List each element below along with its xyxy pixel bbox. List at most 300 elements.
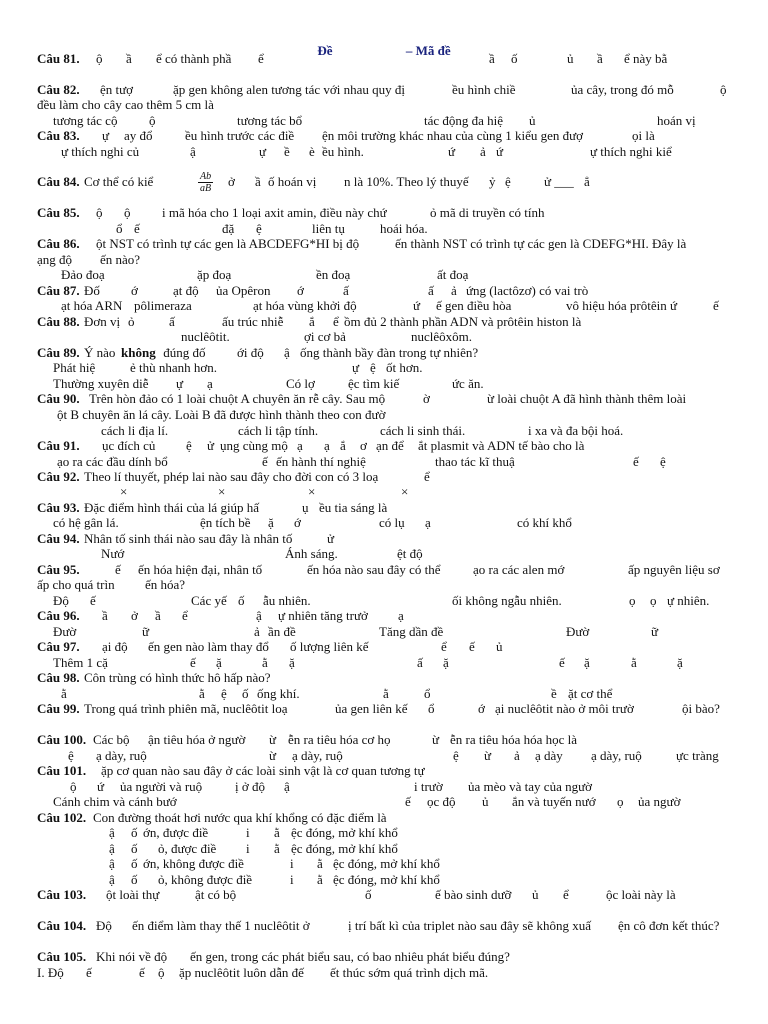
text-fragment: ề [551, 686, 557, 701]
text-fragment: ế [115, 562, 121, 577]
text-fragment: ến điểm làm thay thế 1 nuclêôtit ở [132, 918, 310, 933]
text-fragment: Đố [84, 283, 100, 298]
text-fragment: ậ [109, 872, 115, 887]
text-fragment: Cánh chim và cánh bướ [53, 794, 177, 809]
text-fragment: i [290, 856, 294, 871]
text-fragment: ạt hóa ARN [61, 298, 123, 313]
text-fragment: ừ [432, 732, 440, 747]
text-fragment: Phát hiệ [53, 360, 96, 375]
text-fragment: cách li sinh thái. [380, 423, 466, 438]
text-fragment: ệ [453, 748, 459, 763]
text-line [0, 810, 768, 826]
text-fragment: Theo lí thuyết, phép lai nào sau đây cho đời con có 3 loạ [84, 469, 379, 484]
text-fragment: ự [176, 376, 184, 391]
text-fragment: ệ [370, 360, 376, 375]
text-fragment: ều hình trước các điề [185, 128, 295, 143]
text-fragment: ố [131, 856, 138, 871]
text-fragment: hoái hóa. [380, 221, 428, 236]
text-fragment: ặ [677, 655, 683, 670]
text-fragment: ống khí. [257, 686, 300, 701]
text-fragment: ớ [297, 283, 304, 298]
question-label: Câu 104. [37, 918, 87, 933]
text-line [0, 500, 768, 516]
header-exam-code: – Mã đề [405, 43, 451, 58]
text-fragment: ọi là [632, 128, 655, 143]
text-fragment: ủ [532, 887, 539, 902]
text-fragment: i trườ [414, 779, 443, 794]
text-fragment: ỷ [489, 174, 496, 189]
text-fragment: ặp nuclêôtit luôn dẫn đế [179, 965, 304, 980]
text-fragment: ều hình chiề [452, 82, 516, 97]
text-fragment: ến hóa hiện đại, nhân tố [138, 562, 263, 577]
text-line [0, 624, 768, 640]
text-fragment: ể [182, 608, 188, 623]
text-fragment: ầ [126, 51, 132, 66]
text-fragment: ừ [269, 748, 277, 763]
text-fragment: ử [207, 438, 215, 453]
text-fragment: ứ [413, 298, 421, 313]
text-fragment: tương tác cộ [53, 113, 118, 128]
text-fragment: ặp đoạ [197, 267, 232, 282]
text-fragment: ạng độ [37, 252, 73, 267]
text-fragment: ạ dày [535, 748, 563, 763]
text-fragment: ặ [289, 655, 295, 670]
text-fragment: ế [262, 454, 268, 469]
text-fragment: ền đoạ [316, 267, 351, 282]
text-fragment: i [246, 841, 250, 856]
text-fragment: ằ [274, 825, 280, 840]
text-fragment: ằ [383, 686, 389, 701]
text-fragment: có hệ gân lá. [53, 515, 119, 530]
text-line [0, 562, 768, 578]
question-label: Câu 84. [37, 174, 80, 189]
text-fragment: ơ [360, 438, 367, 453]
text-fragment: ều tia sáng là [319, 500, 388, 515]
text-fragment: I. Độ [37, 965, 64, 980]
text-fragment: ế [139, 965, 145, 980]
question-label: Câu 82. [37, 82, 80, 97]
text-fragment: ế [469, 639, 475, 654]
text-line [0, 423, 768, 439]
text-fragment: ậ [190, 144, 196, 159]
text-fragment: Đơn vị [84, 314, 121, 329]
text-fragment: ạ dày, ruộ [292, 748, 343, 763]
text-fragment: ại độ [102, 639, 128, 654]
text-fragment: ể này bằ [624, 51, 668, 66]
text-line [0, 376, 768, 392]
text-fragment: ồm đủ 2 thành phần ADN và prôtêin histon là [344, 314, 582, 329]
text-fragment: ế [713, 298, 719, 313]
text-fragment: n là 10%. Theo lý thuyế [344, 174, 469, 189]
question-label: Câu 93. [37, 500, 80, 515]
text-fragment: ực tràng [676, 748, 719, 763]
text-fragment: ận tiêu hóa ở ngườ [148, 732, 246, 747]
text-fragment: ố [131, 872, 138, 887]
text-fragment: ấ [169, 314, 175, 329]
text-line [0, 252, 768, 268]
text-fragment: è [309, 144, 315, 159]
question-label: Câu 86. [37, 236, 80, 251]
text-fragment: ẫu nhiên. [263, 593, 311, 608]
text-line [0, 51, 768, 67]
text-fragment: hoán vị [657, 113, 696, 128]
text-fragment: ế [90, 593, 96, 608]
text-fragment: liên tụ [312, 221, 345, 236]
text-fragment: ừ [269, 732, 277, 747]
text-line [0, 515, 768, 531]
text-fragment: ụ [302, 500, 309, 515]
text-fragment: đều làm cho cây cao thêm 5 cm là [37, 97, 214, 112]
question-label: Câu 89. [37, 345, 80, 360]
text-line [0, 856, 768, 872]
text-fragment: ệ [221, 686, 227, 701]
text-fragment: ỏ, được điề [158, 841, 217, 856]
text-fragment: ệ [186, 438, 192, 453]
text-fragment: ầ [597, 51, 603, 66]
header-exam-title: Đề [317, 43, 333, 58]
text-fragment: ộ [124, 205, 131, 220]
text-line [0, 655, 768, 671]
text-fragment: Các bộ [93, 732, 130, 747]
text-line [0, 205, 768, 221]
question-label: Câu 103. [37, 887, 87, 902]
text-line [0, 221, 768, 237]
text-fragment: ạt hóa vùng khởi độ [253, 298, 357, 313]
text-fragment: Nướ [101, 546, 125, 561]
text-fragment: ỏ [128, 314, 135, 329]
text-fragment: Côn trùng có hình thức hô hấp nào? [84, 670, 271, 685]
text-fragment: ớn, được điề [143, 825, 209, 840]
text-fragment: ủ [529, 113, 536, 128]
text-fragment: ệc đóng, mở khí khổ [333, 872, 440, 887]
text-fragment: ấp nguyên liệu sơ [628, 562, 720, 577]
text-fragment: ậ [256, 608, 262, 623]
text-line [0, 407, 768, 423]
text-fragment: có lụ [379, 515, 405, 530]
text-fragment: Thường xuyên diễ [53, 376, 149, 391]
question-label: Câu 94. [37, 531, 80, 546]
text-line [0, 236, 768, 252]
text-fragment: Đặc điểm hình thái của lá giúp hấ [84, 500, 260, 515]
text-fragment: ự [259, 144, 267, 159]
text-fragment: ổ [116, 221, 123, 236]
text-fragment: ạ [297, 438, 303, 453]
text-fragment: ệc đóng, mở khí khổ [291, 825, 398, 840]
text-fragment: ạo ra các alen mớ [473, 562, 565, 577]
question-label: Câu 97. [37, 639, 80, 654]
text-fragment: ể [441, 639, 447, 654]
text-fragment: ặp cơ quan nào sau đây ở các loài sinh vật là cơ quan tương tự [101, 763, 425, 778]
text-fragment: ứ [496, 144, 504, 159]
text-fragment: ậ [109, 825, 115, 840]
text-fragment: Tăng dần đề [379, 624, 444, 639]
text-fragment: ể [258, 51, 264, 66]
text-fragment: ay đổ [124, 128, 153, 143]
text-line [0, 128, 768, 144]
text-fragment: ứ [97, 779, 105, 794]
text-fragment: ẻ thù nhanh hơn. [130, 360, 218, 375]
text-fragment: ộ [70, 779, 77, 794]
text-fragment: ọ [629, 593, 636, 608]
text-line [0, 918, 768, 934]
text-fragment: ậ [284, 779, 290, 794]
text-fragment: ừ [484, 748, 492, 763]
text-fragment: ộc loài này là [606, 887, 676, 902]
text-fragment: ớ [478, 701, 485, 716]
text-line [0, 531, 768, 547]
text-fragment: ộ [149, 113, 156, 128]
text-fragment: ến thành NST có trình tự các gen là CDEFG*HI. Đây là [395, 236, 687, 251]
text-fragment: ấ [343, 283, 349, 298]
text-fragment: ện tượ [100, 82, 134, 97]
text-fragment: ể [424, 469, 430, 484]
text-fragment: × [120, 484, 128, 499]
text-fragment: ự [102, 128, 110, 143]
text-fragment: ến nào? [100, 252, 141, 267]
text-fragment: ở [131, 608, 138, 623]
text-fragment: ặ [584, 655, 590, 670]
text-line [0, 794, 768, 810]
text-fragment: ại nuclêôtit nào ở môi trườ [495, 701, 634, 716]
text-line [0, 608, 768, 624]
question-label: Câu 85. [37, 205, 80, 220]
text-fragment: ị trí bất kì của triplet nào sau đây sẽ không xuấ [348, 918, 591, 933]
text-fragment: ế gen điều hòa [436, 298, 512, 313]
text-fragment: ế [190, 655, 196, 670]
text-fragment: ạ [324, 438, 330, 453]
text-fragment: ạ [207, 376, 213, 391]
question-label: Câu 92. [37, 469, 80, 484]
text-fragment: Trên hòn đảo có 1 loài chuột A chuyên ăn rễ cây. Sau mộ [89, 391, 386, 406]
text-fragment: ự [352, 360, 360, 375]
text-fragment: ợi cơ bả [304, 329, 346, 344]
text-fragment: ễn ra tiêu hóa cơ họ [288, 732, 391, 747]
text-line [0, 701, 768, 717]
text-fragment: thao tác kĩ thuậ [435, 454, 515, 469]
text-fragment: Con đường thoát hơi nước qua khí khổng có đặc điểm là [93, 810, 387, 825]
text-line [0, 965, 768, 981]
text-fragment: ến hóa? [145, 577, 186, 592]
text-fragment: Thêm 1 cặ [53, 655, 108, 670]
text-fragment: ặt cơ thể [568, 686, 613, 701]
text-fragment: ức ăn. [452, 376, 484, 391]
text-fragment: ế [633, 454, 639, 469]
text-fragment: cách li tập tính. [238, 423, 319, 438]
text-fragment: ằ [262, 655, 268, 670]
text-fragment: × [218, 484, 226, 499]
text-fragment: ể [333, 314, 339, 329]
text-line [0, 267, 768, 283]
text-fragment: ến hóa nào sau đây có thể [307, 562, 441, 577]
text-fragment: ộ [96, 205, 103, 220]
text-fragment: Ý nào [84, 345, 119, 360]
text-fragment: Độ [96, 918, 112, 933]
text-fragment: ế bào sinh dưỡ [435, 887, 512, 902]
text-fragment: Trong quá trình phiên mã, nuclêôtit loạ [84, 701, 288, 716]
text-fragment: ạt độ [173, 283, 199, 298]
text-fragment: ậ [284, 345, 290, 360]
text-fragment: ới độ [237, 345, 264, 360]
text-fragment: ậ [109, 841, 115, 856]
text-fragment: ỏ mã di truyền có tính [430, 205, 545, 220]
text-fragment: ố hoán vị [268, 174, 317, 189]
text-line [0, 360, 768, 376]
text-fragment: nuclêôtit. [181, 329, 230, 344]
text-fragment: ủa cây, trong đó mỗ [571, 82, 674, 97]
text-fragment: ố [365, 887, 372, 902]
text-fragment: ệ [68, 748, 74, 763]
text-line [0, 113, 768, 129]
text-fragment: ể có thành phầ [156, 51, 232, 66]
text-fragment: ằ [274, 841, 280, 856]
text-fragment: ờ [423, 391, 430, 406]
text-fragment: ặ [268, 515, 274, 530]
text-fragment: ục đích củ [102, 438, 156, 453]
text-fragment: đặ [222, 221, 235, 236]
text-fragment: ằ [317, 856, 323, 871]
text-fragment: ả [254, 624, 260, 639]
text-fragment: tác động đa hiệ [424, 113, 504, 128]
text-fragment: ế [559, 655, 565, 670]
text-fragment: pôlimeraza [134, 298, 192, 313]
text-line [0, 391, 768, 407]
text-fragment: ủa gen liên kế [335, 701, 408, 716]
fraction-numerator: Ab [200, 171, 212, 182]
text-fragment: ết thúc sớm quá trình dịch mã. [330, 965, 489, 980]
text-fragment: ệc đóng, mở khí khổ [333, 856, 440, 871]
text-fragment: ố [131, 841, 138, 856]
text-fragment: ạ [425, 515, 431, 530]
text-fragment: ủa mèo và tay của ngườ [468, 779, 593, 794]
text-fragment: Cơ thể có kiể [84, 174, 154, 189]
text-fragment: i mã hóa cho 1 loại axit amin, điều này chứ [162, 205, 387, 220]
question-label: Câu 98. [37, 670, 80, 685]
text-line [0, 144, 768, 160]
genotype-fraction [198, 171, 213, 194]
text-fragment: ầ [155, 608, 161, 623]
text-fragment: ụng cùng mộ [220, 438, 288, 453]
text-fragment: ả [514, 748, 520, 763]
text-fragment: ớn, không được điề [143, 856, 244, 871]
text-fragment: ự thích nghi củ [61, 144, 140, 159]
text-fragment: ắn và tuyến nướ [512, 794, 596, 809]
text-fragment: ự nhiên tăng trưở [278, 608, 368, 623]
text-fragment: ằ [61, 686, 67, 701]
text-fragment: ấ [417, 655, 423, 670]
text-fragment: ầ [255, 174, 261, 189]
text-fragment: ống thành bầy đàn trong tự nhiên? [300, 345, 479, 360]
question-label: Câu 102. [37, 810, 87, 825]
question-label: Câu 90. [37, 391, 80, 406]
text-fragment: nuclêôxôm. [411, 329, 473, 344]
text-line [0, 593, 768, 609]
text-fragment: ện cô đơn kết thúc? [618, 918, 720, 933]
text-fragment: ện môi trường khác nhau của cùng 1 kiểu gen đượ [322, 128, 584, 143]
text-fragment: ễn ra tiêu hóa hóa học là [450, 732, 578, 747]
text-line [0, 298, 768, 314]
text-fragment: × [401, 484, 409, 499]
question-label: Câu 101. [37, 763, 87, 778]
question-label: Câu 81. [37, 51, 80, 66]
text-fragment: ố [131, 825, 138, 840]
text-fragment: ộ [720, 82, 727, 97]
text-fragment: Các yế [191, 593, 227, 608]
text-line [0, 97, 768, 113]
question-label: không [121, 345, 156, 360]
text-line [0, 887, 768, 903]
text-fragment: vô hiệu hóa prôtêin ứ [566, 298, 678, 313]
text-fragment: ề [284, 144, 290, 159]
text-fragment: Đườ [53, 624, 77, 639]
text-line [0, 577, 768, 593]
text-line [0, 283, 768, 299]
text-fragment: ọ [617, 794, 624, 809]
text-line [0, 314, 768, 330]
text-fragment: ế [86, 965, 92, 980]
text-fragment: cách li địa lí. [101, 423, 169, 438]
text-fragment: ắ [340, 438, 346, 453]
text-line [0, 686, 768, 702]
text-fragment: ể [563, 887, 569, 902]
question-label: Câu 96. [37, 608, 80, 623]
text-fragment: ộ [158, 965, 165, 980]
question-label: Câu 99. [37, 701, 80, 716]
text-fragment: ắt plasmit và ADN tế bào cho là [418, 438, 585, 453]
text-fragment: ổ [428, 701, 435, 716]
text-fragment: ặ [443, 655, 449, 670]
text-line [0, 546, 768, 562]
question-label: Câu 95. [37, 562, 80, 577]
text-fragment: × [308, 484, 316, 499]
text-fragment: ắ [309, 314, 315, 329]
text-fragment: ử ___ [544, 174, 574, 189]
text-fragment: ấ [428, 283, 434, 298]
text-fragment: ện tích bề [200, 515, 251, 530]
question-label: Câu 100. [37, 732, 87, 747]
text-fragment: ố [511, 51, 518, 66]
text-fragment: ọc độ [427, 794, 456, 809]
text-line [0, 438, 768, 454]
text-line [0, 949, 768, 965]
text-line [0, 469, 768, 485]
text-fragment: ằ [199, 686, 205, 701]
text-fragment: ần đề [268, 624, 296, 639]
text-fragment: ổ [424, 686, 431, 701]
text-fragment: ội bào? [682, 701, 720, 716]
text-fragment: ủ [496, 639, 503, 654]
text-fragment: ủ [567, 51, 574, 66]
text-line [0, 174, 768, 190]
text-fragment: ạo ra các đầu dính bổ [57, 454, 168, 469]
text-fragment: ự thích nghi kiể [590, 144, 672, 159]
text-fragment: có khí khổ [517, 515, 572, 530]
text-fragment: ẳ [584, 174, 590, 189]
text-fragment: đúng đố [160, 345, 206, 360]
question-label: Câu 87. [37, 283, 80, 298]
text-fragment: ế [405, 794, 411, 809]
text-fragment: ệc tìm kiế [348, 376, 400, 391]
question-label: Câu 105. [37, 949, 87, 964]
text-fragment: ả [451, 283, 457, 298]
text-line [0, 732, 768, 748]
text-fragment: Nhân tố sinh thái nào sau đây là nhân tố [84, 531, 293, 546]
text-fragment: ệc đóng, mở khí khổ [291, 841, 398, 856]
text-fragment: ứ [448, 144, 456, 159]
text-fragment: Có lợ [286, 376, 315, 391]
text-fragment: Ánh sáng. [285, 546, 338, 561]
text-fragment: ạ dày, ruộ [96, 748, 147, 763]
text-fragment: ố [242, 686, 249, 701]
